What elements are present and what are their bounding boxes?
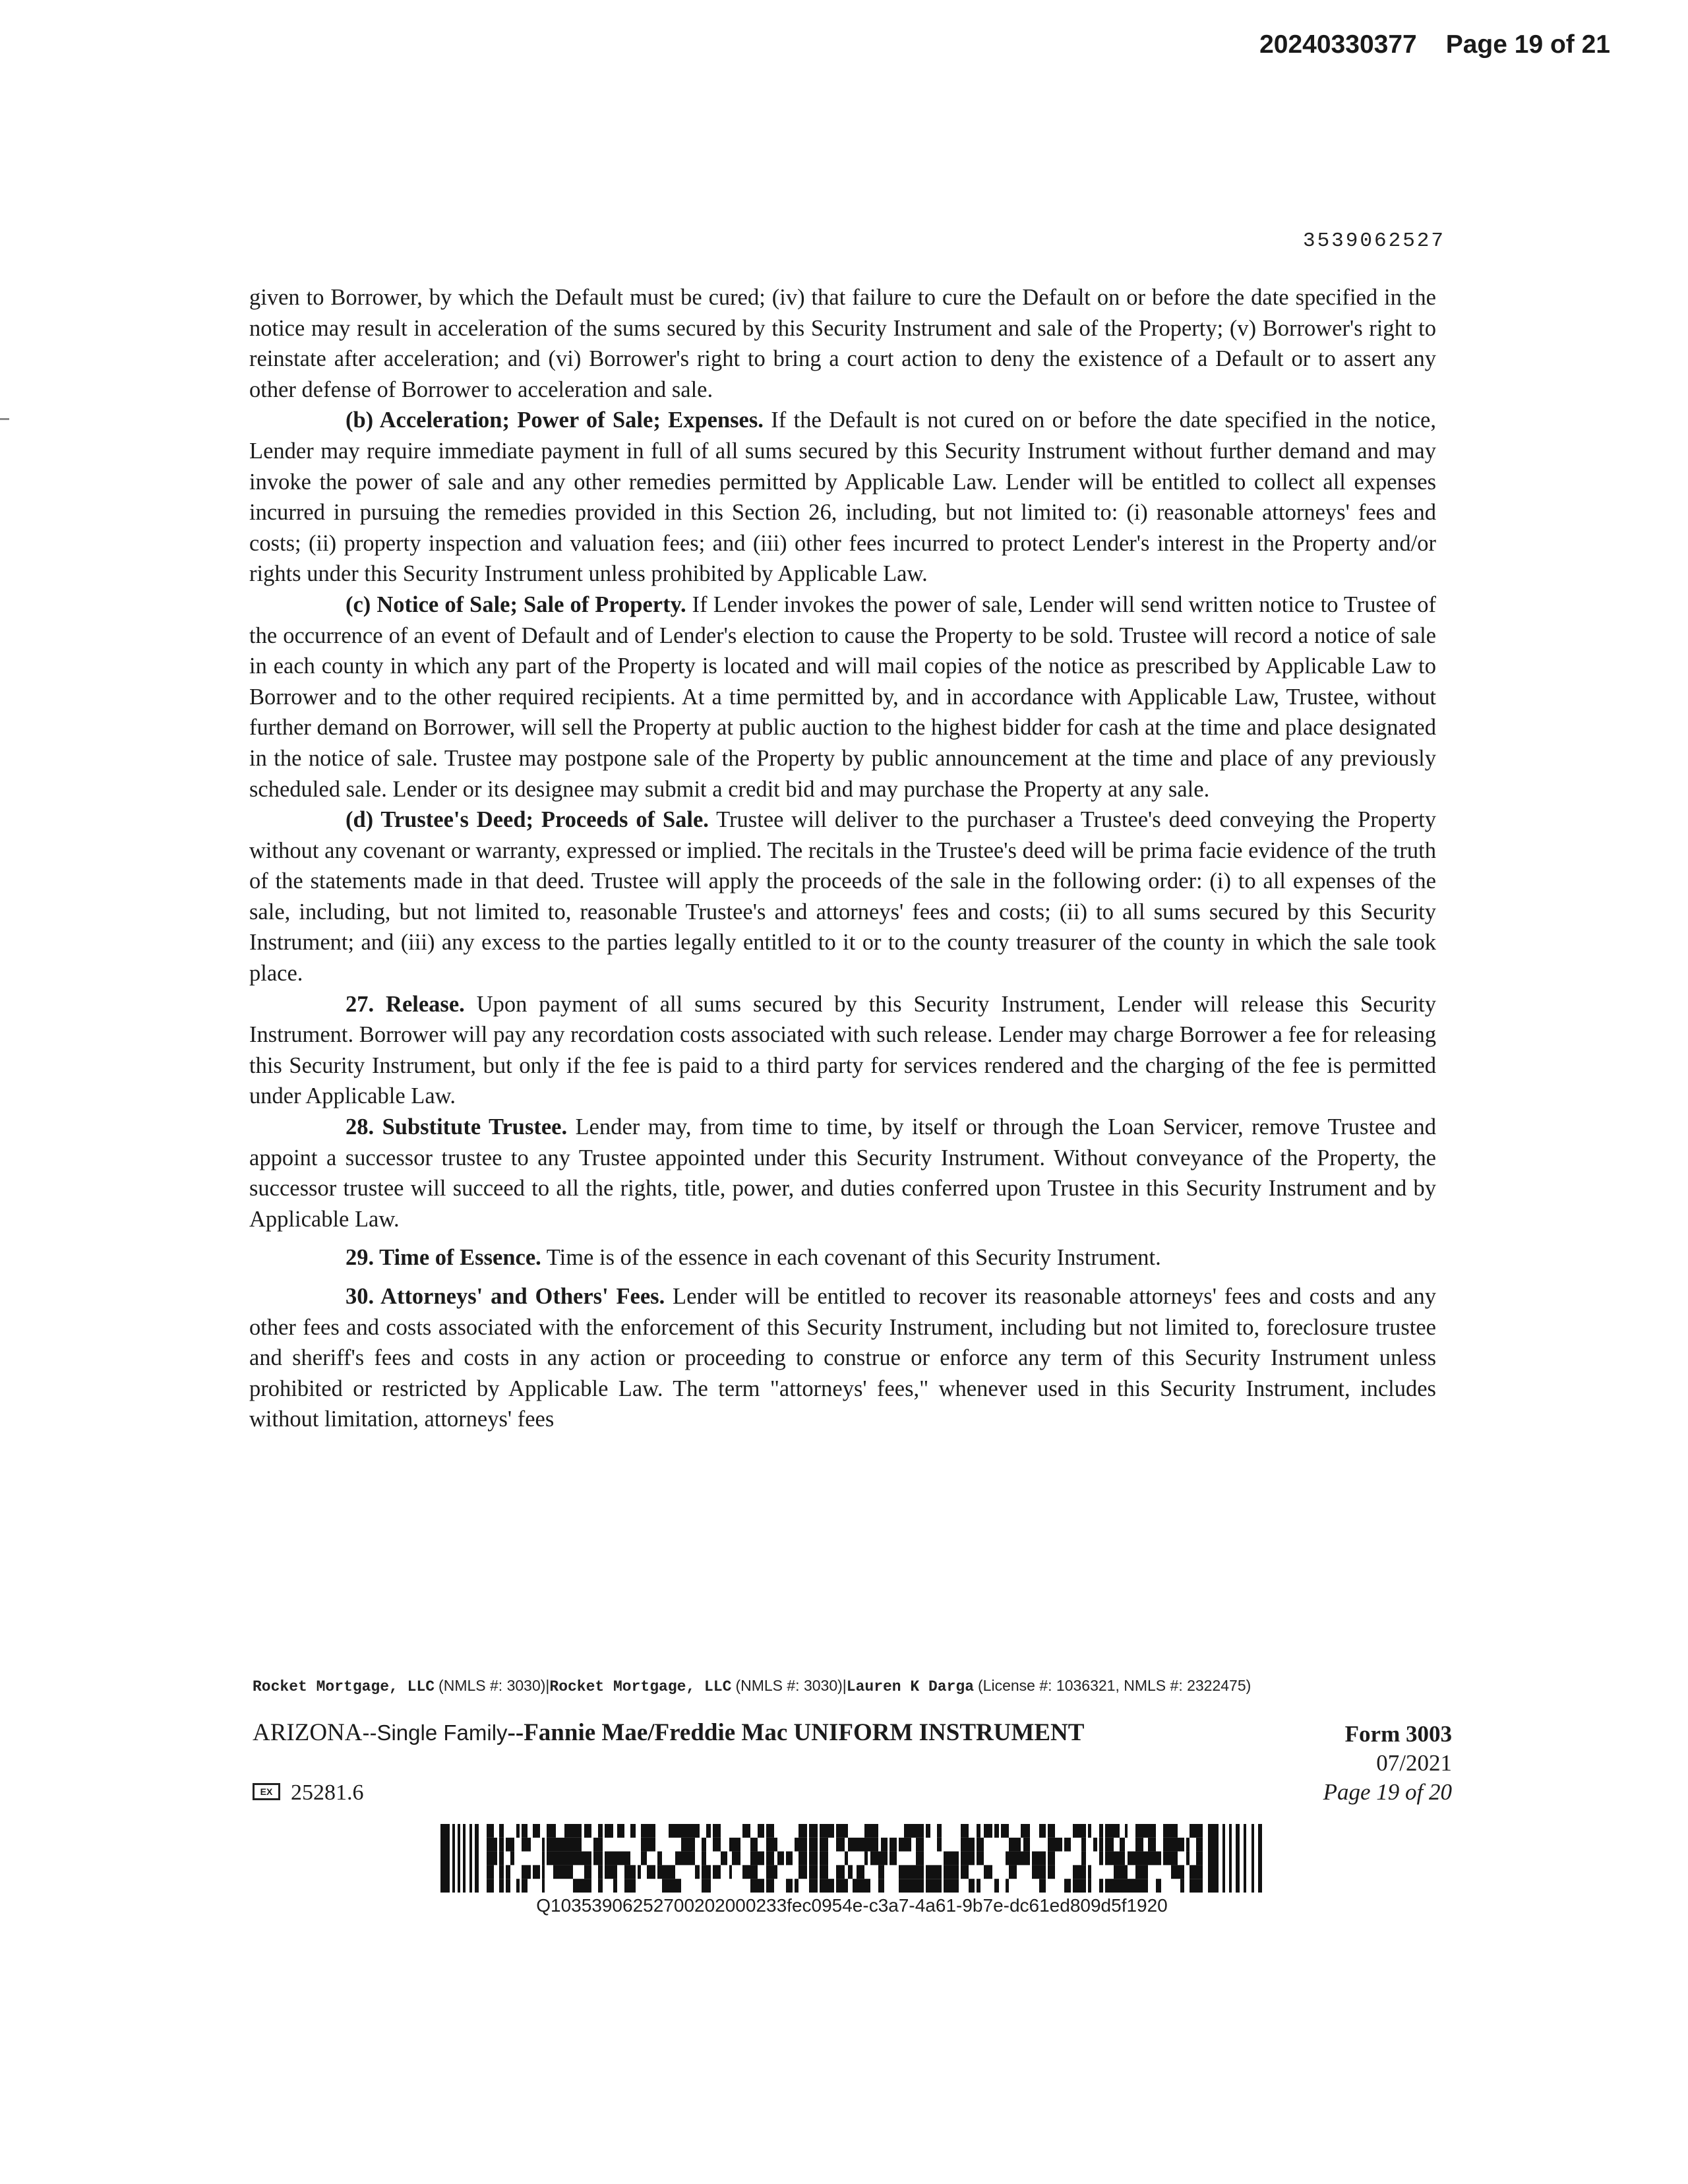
paragraph-notice-of-sale [249, 590, 1436, 804]
lender-nmls: (NMLS #: 3030) [735, 1677, 843, 1694]
paragraph-heading: 28. Substitute Trustee. [346, 1114, 568, 1140]
paragraph-time-of-essence [249, 1242, 1436, 1273]
recording-document-number: 20240330377 [1259, 30, 1417, 59]
originator-license: (License #: 1036321, NMLS #: 2322475) [978, 1677, 1251, 1694]
paragraph-text: given to Borrower, by which the Default must be cured; (iv) that failure to cure the Default on or before the date specified in the notice may result in acceleration of the sums secured by this Security Instrument and sale of the Property; (v) Borrower's right to reinstate after acceleration; and (vi) Borrower's right to bring a court action to deny the existence of a Default or to assert any other defense of Borrower to acceleration and sale. [249, 285, 1436, 402]
form-meta [1323, 1720, 1452, 1807]
lender-footer [253, 1675, 1453, 1697]
form-date: 07/2021 [1376, 1750, 1452, 1776]
form-title [253, 1718, 1084, 1747]
recording-page-label: Page 19 of 21 [1445, 30, 1610, 59]
form-dash: -- [362, 1720, 377, 1745]
paragraph-acceleration [249, 405, 1436, 590]
barcode-text: Q10353906252700202000233fec0954e-c3a7-4a61-9b7e-dc61ed809d5f1920 [536, 1895, 1168, 1916]
lender-name: Rocket Mortgage, LLC [549, 1678, 732, 1695]
ex-doc-icon: EX [253, 1783, 280, 1800]
scan-artifact-mark [0, 418, 9, 420]
paragraph-text: Lender may, from time to time, by itself or through the Loan Servicer, remove Trustee and appoint a successor trustee to any Trustee appointed under this Security Instrument. Without conveyance of the Property, the successor trustee will succeed to all the rights, title, power, and duties conferred upon Trustee in this Security Instrument and by Applicable Law. [249, 1114, 1436, 1232]
paragraph-trustees-deed [249, 804, 1436, 989]
paragraph-release [249, 989, 1436, 1112]
originator-name: Lauren K Darga [846, 1678, 975, 1695]
form-page: Page 19 of 20 [1323, 1779, 1452, 1805]
form-state: ARIZONA [253, 1719, 363, 1746]
paragraph-heading: 27. Release. [346, 991, 465, 1017]
paragraph-heading: (c) Notice of Sale; Sale of Property. [346, 592, 686, 617]
paragraph-text: Upon payment of all sums secured by this Security Instrument, Lender will release this Security Instrument. Borrower will pay any recordation costs associated with such release. Lender may charge Borrower a fee for releasing this Security Instrument, but only if the fee is paid to a third party for services rendered and the charging of the fee is permitted under Applicable Law. [249, 991, 1436, 1109]
recording-header [1259, 30, 1610, 59]
paragraph-text: If the Default is not cured on or before the date specified in the notice, Lender may require immediate payment in full of all sums secured by this Security Instrument without further demand and may invoke the power of sale and any other remedies permitted by Applicable Law. Lender will be entitled to collect all expenses incurred in pursuing the remedies provided in this Section 26, including, but not limited to: (i) reasonable attorneys' fees and costs; (ii) property inspection and valuation fees; and (iii) other fees incurred to protect Lender's interest in the Property and/or rights under this Security Instrument unless prohibited by Applicable Law. [249, 408, 1436, 587]
paragraph-text: Time is of the essence in each covenant of this Security Instrument. [541, 1245, 1161, 1271]
separator: | [545, 1677, 550, 1694]
paragraph-continuation [249, 282, 1436, 405]
document-code [253, 1780, 364, 1805]
separator: | [842, 1677, 847, 1694]
paragraph-substitute-trustee [249, 1112, 1436, 1234]
lender-nmls: (NMLS #: 3030) [438, 1677, 546, 1694]
paragraph-heading: 30. Attorneys' and Others' Fees. [346, 1284, 665, 1309]
paragraph-text: Lender will be entitled to recover its reasonable attorneys' fees and costs and any other fees and costs associated with the enforcement of this Security Instrument, including but not limited to, foreclosure trustee and sheriff's fees and costs in any action or proceeding to construe or enforce any term of this Security Instrument unless prohibited or restricted by Applicable Law. The term "attorneys' fees," whenever used in this Security Instrument, includes without limitation, attorneys' fees [249, 1284, 1436, 1432]
paragraph-attorneys-fees [249, 1281, 1436, 1435]
loan-number: 3539062527 [1302, 229, 1445, 253]
form-instrument: Fannie Mae/Freddie Mac UNIFORM INSTRUMENT [524, 1719, 1085, 1746]
document-body [249, 282, 1436, 1435]
form-number: Form 3003 [1344, 1721, 1452, 1747]
document-code-text: 25281.6 [291, 1780, 364, 1805]
paragraph-text: If Lender invokes the power of sale, Lender will send written notice to Trustee of the occurrence of an event of Default and of Lender's election to cause the Property to be sold. Trustee will record a notice of sale in each county in which any part of the Property is located and will mail copies of the notice as prescribed by Applicable Law to Borrower and to the other required recipients. At a time permitted by, and in accordance with Applicable Law, Trustee, without further demand on Borrower, will sell the Property at public auction to the highest bidder for cash at the time and place designated in the notice of sale. Trustee may postpone sale of the Property by public announcement at the time and place of any previously scheduled sale. Lender or its designee may submit a credit bid and may purchase the Property at any sale. [249, 592, 1436, 802]
paragraph-heading: 29. Time of Essence. [346, 1245, 541, 1271]
form-family: Single Family [377, 1720, 508, 1745]
form-dash: -- [507, 1719, 524, 1746]
lender-name: Rocket Mortgage, LLC [253, 1678, 435, 1695]
paragraph-heading: (b) Acceleration; Power of Sale; Expenses. [346, 408, 764, 433]
paragraph-heading: (d) Trustee's Deed; Proceeds of Sale. [346, 807, 709, 833]
document-barcode [440, 1824, 1263, 1893]
paragraph-text: Trustee will deliver to the purchaser a Trustee's deed conveying the Property without any covenant or warranty, expressed or implied. The recitals in the Trustee's deed will be prima facie evidence of the truth of the statements made in that deed. Trustee will apply the proceeds of the sale in the following order: (i) to all expenses of the sale, including, but not limited to, reasonable Trustee's and attorneys' fees and costs; (ii) to all sums secured by this Security Instrument; and (iii) any excess to the parties legally entitled to it or to the county treasurer of the county in which the sale took place. [249, 807, 1436, 986]
